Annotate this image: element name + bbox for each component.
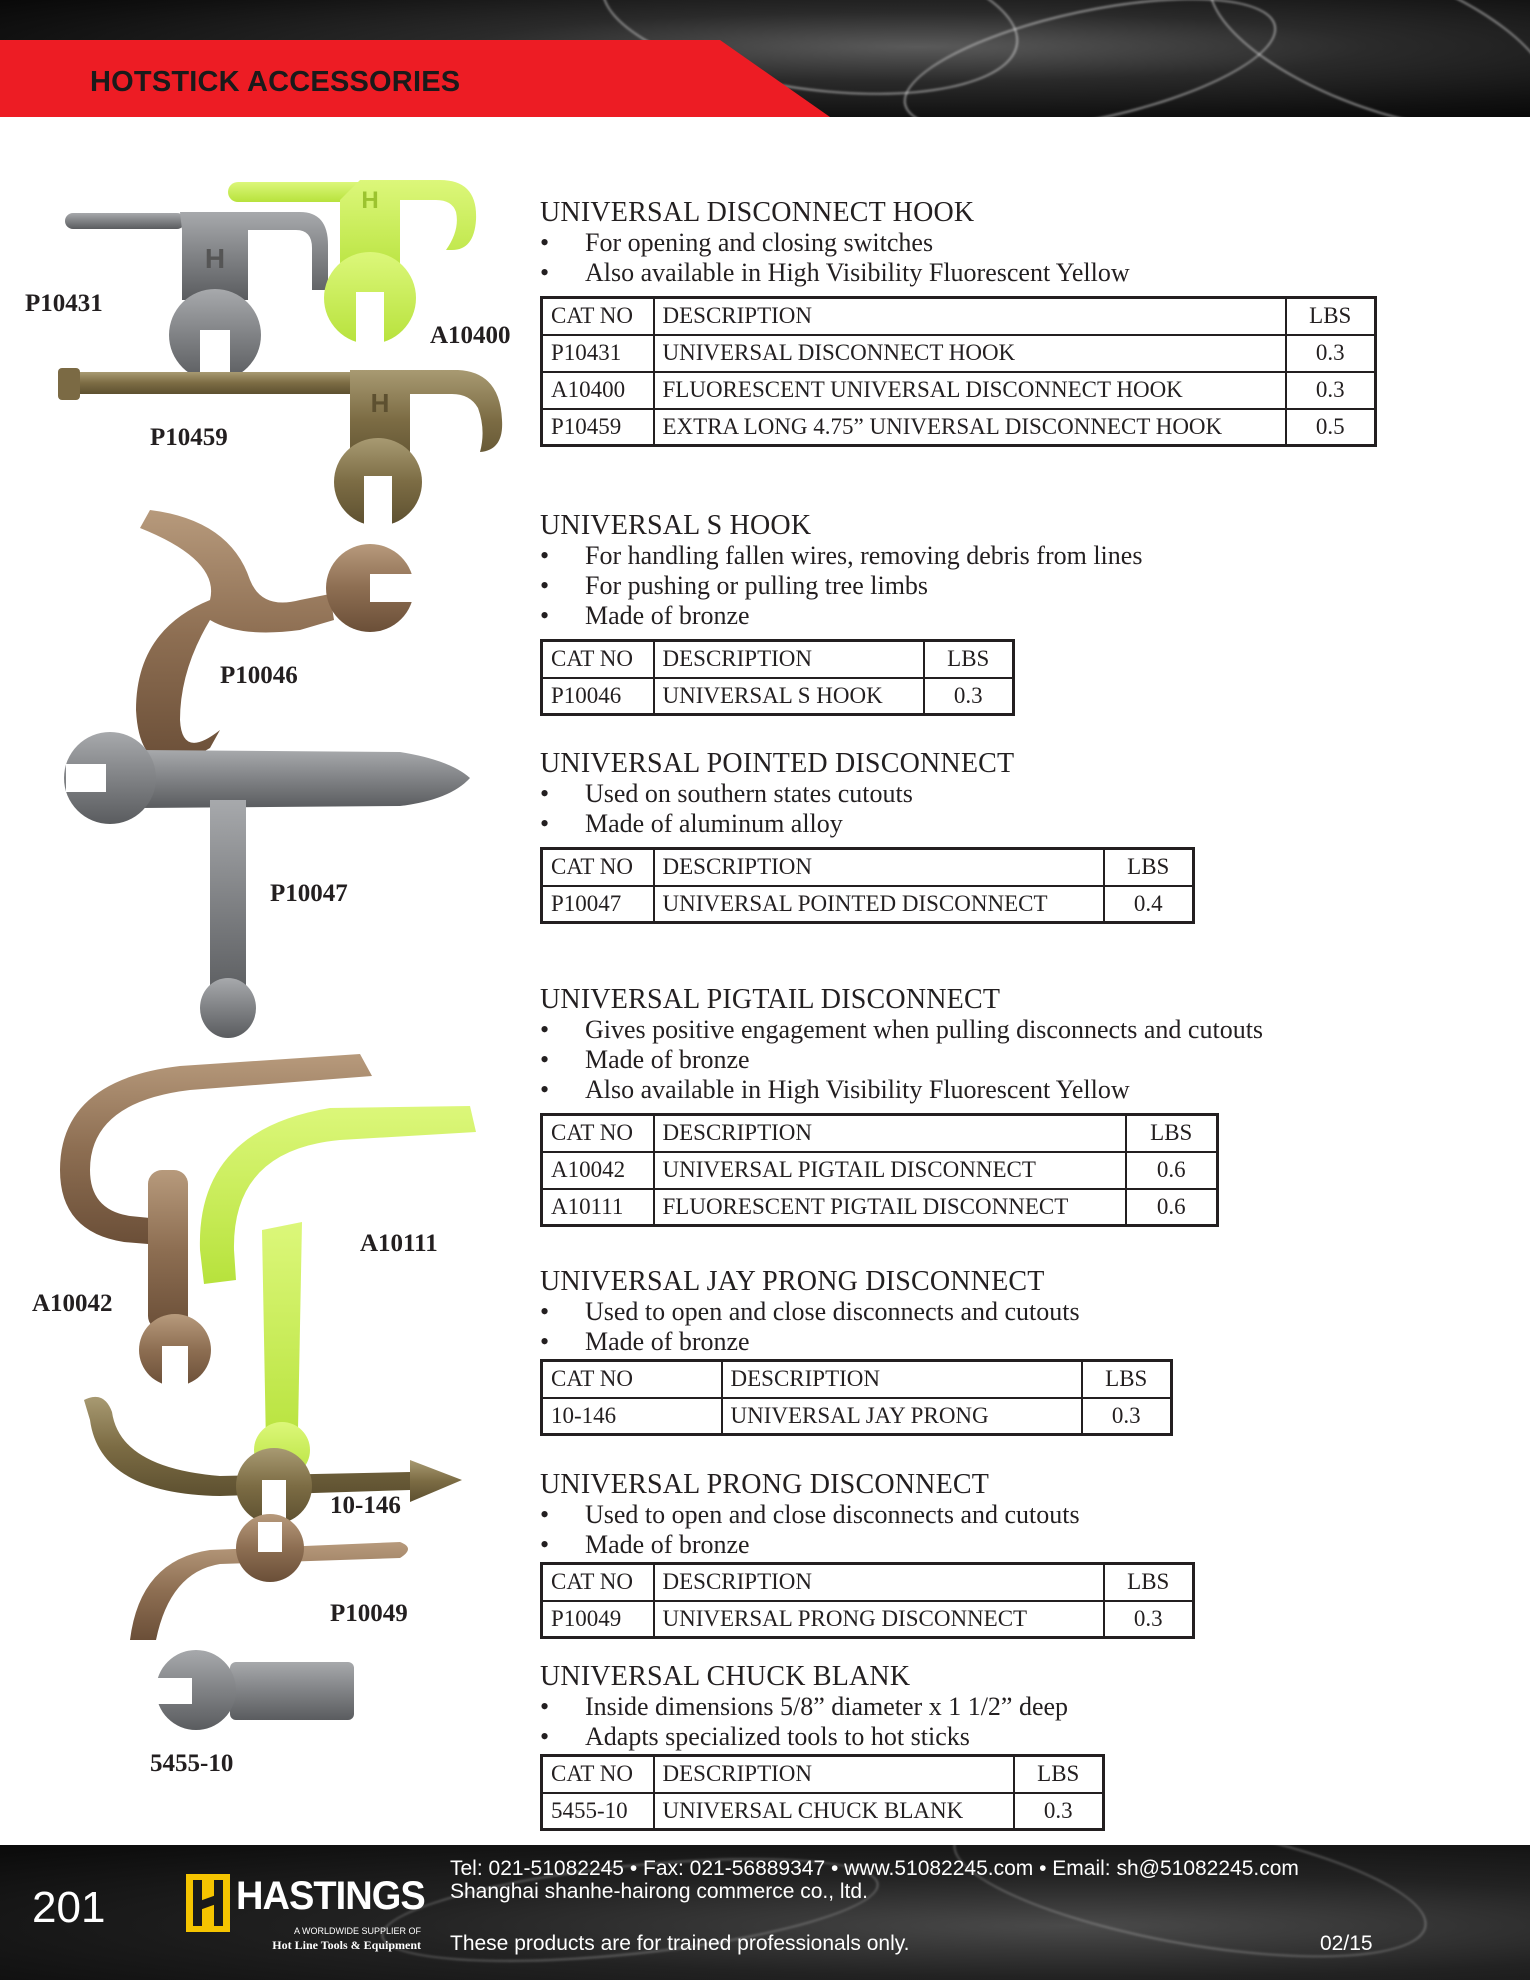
- section-universal-s-hook: [540, 511, 1142, 716]
- header-cat-no: CAT NO: [542, 1115, 654, 1152]
- bullet-list: [540, 541, 1142, 631]
- cell-cat-no: A10042: [542, 1152, 654, 1189]
- table-row: [542, 409, 1376, 446]
- page-title: HOTSTICK ACCESSORIES: [90, 66, 461, 98]
- bullet-item: • Also available in High Visibility Fluorescent Yellow: [540, 1075, 1263, 1105]
- label-a10042: A10042: [32, 1290, 113, 1317]
- section-title: UNIVERSAL POINTED DISCONNECT: [540, 748, 1015, 779]
- cell-lbs: 0.3: [924, 678, 1014, 715]
- spec-table: [540, 1113, 1219, 1227]
- table-row: [542, 1398, 1172, 1435]
- section-universal-pigtail-disconnect: [540, 985, 1263, 1227]
- table-row: [542, 886, 1194, 923]
- header-lbs: LBS: [924, 641, 1014, 678]
- section-title: UNIVERSAL CHUCK BLANK: [540, 1661, 911, 1692]
- disclaimer: These products are for trained professionals only.: [450, 1932, 910, 1955]
- spec-table: [540, 296, 1377, 447]
- p10431-hook-image: [65, 212, 328, 385]
- header-lbs: LBS: [1286, 298, 1376, 335]
- header-cat-no: CAT NO: [542, 1564, 654, 1601]
- section-universal-pointed-disconnect: [540, 749, 1195, 924]
- cell-lbs: 0.3: [1014, 1793, 1104, 1830]
- cell-cat-no: P10431: [542, 335, 654, 372]
- bullet-item: • Also available in High Visibility Fluorescent Yellow: [540, 258, 1377, 288]
- spec-table: [540, 1754, 1105, 1831]
- section-universal-jay-prong-disconnect: [540, 1267, 1173, 1436]
- spec-table: [540, 1562, 1195, 1639]
- section-title: UNIVERSAL S HOOK: [540, 510, 812, 541]
- header-description: DESCRIPTION: [654, 1564, 1104, 1601]
- label-10-146: 10-146: [330, 1492, 401, 1519]
- bullet-list: [540, 1015, 1263, 1105]
- table-row: [542, 1189, 1218, 1226]
- page-footer: [0, 1845, 1530, 1980]
- cell-lbs: 0.4: [1104, 886, 1194, 923]
- bullet-item: • For opening and closing switches: [540, 228, 1377, 258]
- cell-description: UNIVERSAL PIGTAIL DISCONNECT: [654, 1152, 1126, 1189]
- a10111-pigtail-image: [200, 1106, 476, 1478]
- cell-lbs: 0.3: [1286, 335, 1376, 372]
- hastings-h-icon: [186, 1874, 230, 1932]
- table-header-row: [542, 1564, 1194, 1601]
- company-name: Shanghai shanhe-hairong commerce co., ltd.: [450, 1880, 868, 1903]
- header-lbs: LBS: [1082, 1361, 1172, 1398]
- bullet-list: [540, 1297, 1173, 1357]
- bullet-item: • Gives positive engagement when pulling disconnects and cutouts: [540, 1015, 1263, 1045]
- header-cat-no: CAT NO: [542, 298, 654, 335]
- table-row: [542, 678, 1014, 715]
- section-title: UNIVERSAL DISCONNECT HOOK: [540, 197, 975, 228]
- page-header: [0, 0, 1530, 117]
- bullet-list: [540, 1500, 1195, 1560]
- table-row: [542, 1793, 1104, 1830]
- bullet-item: • Made of bronze: [540, 1045, 1263, 1075]
- cell-cat-no: P10049: [542, 1601, 654, 1638]
- section-title: UNIVERSAL PIGTAIL DISCONNECT: [540, 984, 1001, 1015]
- bullet-item: • Used to open and close disconnects and cutouts: [540, 1297, 1173, 1327]
- bullet-item: • Used on southern states cutouts: [540, 779, 1195, 809]
- cell-cat-no: P10047: [542, 886, 654, 923]
- cell-cat-no: P10459: [542, 409, 654, 446]
- table-header-row: [542, 1756, 1104, 1793]
- table-row: [542, 1601, 1194, 1638]
- header-lbs: LBS: [1104, 1564, 1194, 1601]
- header-description: DESCRIPTION: [722, 1361, 1082, 1398]
- cell-lbs: 0.6: [1126, 1152, 1218, 1189]
- product-images: [0, 150, 540, 1790]
- label-5455-10: 5455-10: [150, 1750, 234, 1777]
- section-universal-prong-disconnect: [540, 1470, 1195, 1639]
- table-row: [542, 335, 1376, 372]
- bullet-item: • Made of bronze: [540, 601, 1142, 631]
- bullet-item: • Adapts specialized tools to hot sticks: [540, 1722, 1105, 1752]
- p10047-pointed-image: [64, 732, 470, 1038]
- cell-description: UNIVERSAL DISCONNECT HOOK: [654, 335, 1286, 372]
- label-p10046: P10046: [220, 662, 298, 689]
- p10459-hook-image: [58, 368, 502, 532]
- spec-table: [540, 1359, 1173, 1436]
- cell-lbs: 0.3: [1082, 1398, 1172, 1435]
- logo-tagline: A WORLDWIDE SUPPLIER OF: [293, 1926, 421, 1936]
- p10046-s-hook-image: [136, 510, 426, 762]
- label-p10459: P10459: [150, 424, 228, 451]
- header-lbs: LBS: [1104, 849, 1194, 886]
- c5455-chuck-image: [152, 1650, 354, 1730]
- label-p10047: P10047: [270, 880, 348, 907]
- header-description: DESCRIPTION: [654, 298, 1286, 335]
- cell-cat-no: A10111: [542, 1189, 654, 1226]
- header-cat-no: CAT NO: [542, 1756, 654, 1793]
- svg-text:H: H: [361, 187, 379, 214]
- cell-description: UNIVERSAL JAY PRONG: [722, 1398, 1082, 1435]
- bullet-item: • Made of bronze: [540, 1327, 1173, 1357]
- logo-brand: HASTINGS: [236, 1874, 425, 1918]
- cell-description: EXTRA LONG 4.75” UNIVERSAL DISCONNECT HOOK: [654, 409, 1286, 446]
- header-description: DESCRIPTION: [654, 641, 924, 678]
- table-header-row: [542, 298, 1376, 335]
- bullet-item: • For handling fallen wires, removing debris from lines: [540, 541, 1142, 571]
- bullet-item: • Inside dimensions 5/8” diameter x 1 1/2” deep: [540, 1692, 1105, 1722]
- cell-description: UNIVERSAL POINTED DISCONNECT: [654, 886, 1104, 923]
- cell-lbs: 0.5: [1286, 409, 1376, 446]
- page-number: 201: [32, 1883, 106, 1932]
- spec-table: [540, 847, 1195, 924]
- header-lbs: LBS: [1126, 1115, 1218, 1152]
- header-cat-no: CAT NO: [542, 641, 654, 678]
- label-a10400: A10400: [430, 322, 511, 349]
- table-row: [542, 1152, 1218, 1189]
- bullet-item: • Used to open and close disconnects and cutouts: [540, 1500, 1195, 1530]
- section-title: UNIVERSAL PRONG DISCONNECT: [540, 1469, 990, 1500]
- cell-description: FLUORESCENT PIGTAIL DISCONNECT: [654, 1189, 1126, 1226]
- bullet-item: • Made of bronze: [540, 1530, 1195, 1560]
- bullet-item: • For pushing or pulling tree limbs: [540, 571, 1142, 601]
- section-title: UNIVERSAL JAY PRONG DISCONNECT: [540, 1266, 1045, 1297]
- cell-description: UNIVERSAL CHUCK BLANK: [654, 1793, 1014, 1830]
- section-universal-chuck-blank: [540, 1662, 1105, 1831]
- cell-cat-no: 10-146: [542, 1398, 722, 1435]
- cell-description: UNIVERSAL PRONG DISCONNECT: [654, 1601, 1104, 1638]
- date-code: 02/15: [1320, 1932, 1373, 1955]
- cell-description: UNIVERSAL S HOOK: [654, 678, 924, 715]
- header-description: DESCRIPTION: [654, 849, 1104, 886]
- svg-text:H: H: [204, 243, 226, 274]
- table-row: [542, 372, 1376, 409]
- logo-tagline-secondary: Hot Line Tools & Equipment: [272, 1938, 421, 1952]
- svg-text:H: H: [370, 388, 390, 418]
- cell-lbs: 0.3: [1286, 372, 1376, 409]
- table-header-row: [542, 1115, 1218, 1152]
- cell-lbs: 0.3: [1104, 1601, 1194, 1638]
- table-header-row: [542, 849, 1194, 886]
- label-p10431: P10431: [25, 290, 103, 317]
- cell-lbs: 0.6: [1126, 1189, 1218, 1226]
- header-description: DESCRIPTION: [654, 1115, 1126, 1152]
- contact-info: [450, 1857, 1299, 1903]
- cell-cat-no: P10046: [542, 678, 654, 715]
- header-cat-no: CAT NO: [542, 1361, 722, 1398]
- label-p10049: P10049: [330, 1600, 408, 1627]
- label-a10111: A10111: [360, 1230, 438, 1257]
- bullet-list: [540, 779, 1195, 839]
- contact-line: Tel: 021-51082245 • Fax: 021-56889347 • www.51082245.com • Email: sh@51082245.com: [450, 1857, 1299, 1880]
- bullet-list: [540, 228, 1377, 288]
- cell-description: FLUORESCENT UNIVERSAL DISCONNECT HOOK: [654, 372, 1286, 409]
- section-universal-disconnect-hook: [540, 198, 1377, 447]
- hastings-logo: [186, 1860, 425, 1960]
- header-cat-no: CAT NO: [542, 849, 654, 886]
- header-lbs: LBS: [1014, 1756, 1104, 1793]
- cell-cat-no: A10400: [542, 372, 654, 409]
- cell-cat-no: 5455-10: [542, 1793, 654, 1830]
- table-header-row: [542, 1361, 1172, 1398]
- bullet-item: • Made of aluminum alloy: [540, 809, 1195, 839]
- header-description: DESCRIPTION: [654, 1756, 1014, 1793]
- spec-table: [540, 639, 1015, 716]
- table-header-row: [542, 641, 1014, 678]
- bullet-list: [540, 1692, 1105, 1752]
